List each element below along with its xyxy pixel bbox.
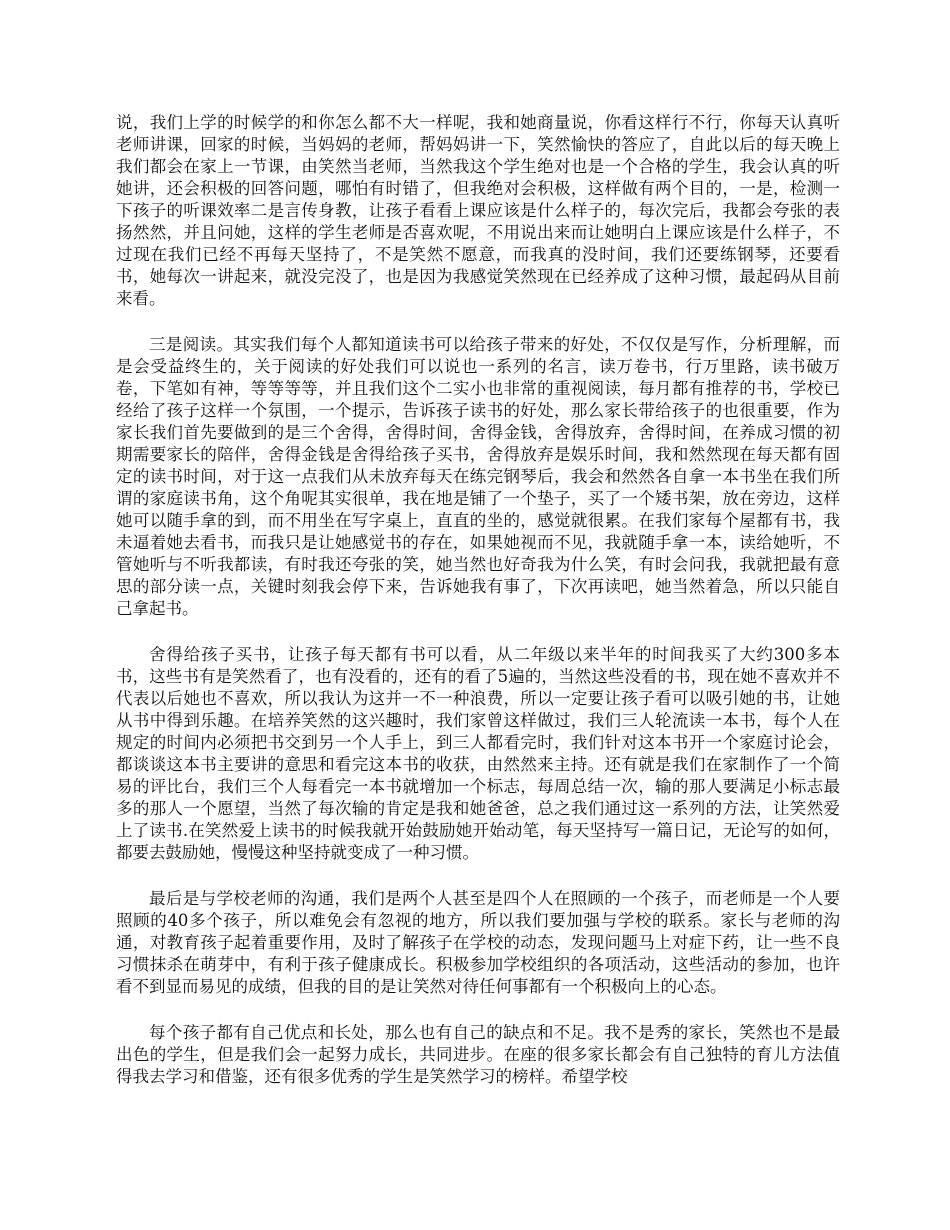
document-page bbox=[116, 112, 840, 1112]
paragraph-3: 舍得给孩子买书，让孩子每天都有书可以看，从二年级以来半年的时间我买了大约300多本书，这些书有是笑然看了，也有没看的，还有的看了5遍的，当然这些没看的书，现在她不喜欢并不代表以后她也不喜欢，所以我认为这并一不一种浪费，所以一定要让孩子看可以吸引她的书，让她从书中得到乐趣。在培养笑然的这兴趣时，我们家曾这样做过，我们三人轮流读一本书，每个人在规定的时间内必须把书交到另一个人手上，到三人都看完时，我们针对这本书开一个家庭讨论会，都谈谈这本书主要讲的意思和看完这本书的收获，由然然来主持。还有就是我们在家制作了一个简易的评比台，我们三个人每看完一本书就增加一个标志，每周总结一次，输的那人要满足小标志最多的那人一个愿望，当然了每次输的肯定是我和她爸爸，总之我们通过这一系列的方法，让笑然爱上了读书.在笑然爱上读书的时候我就开始鼓励她开始动笔，每天坚持写一篇日记，无论写的如何，都要去鼓励她，慢慢这种坚持就变成了一种习惯。 bbox=[116, 645, 840, 862]
paragraph-1: 说，我们上学的时候学的和你怎么都不大一样呢，我和她商量说，你看这样行不行，你每天认真听老师讲课，回家的时候，当妈妈的老师，帮妈妈讲一下，笑然愉快的答应了，自此以后的每天晚上我们都会在家上一节课，由笑然当老师，当然我这个学生绝对也是一个合格的学生，我会认真的听她讲，还会积极的回答问题，哪怕有时错了，但我绝对会积极，这样做有两个目的，一是，检测一下孩子的听课效率二是言传身教，让孩子看看上课应该是什么样子的，每次完后，我都会夸张的表扬然然，并且问她，这样的学生老师是否喜欢呢，不用说出来而让她明白上课应该是什么样子，不过现在我们已经不再每天坚持了，不是笑然不愿意，而我真的没时间，我们还要练钢琴，还要看书，她每次一讲起来，就没完没了，也是因为我感觉笑然现在已经养成了这种习惯，最起码从目前来看。 bbox=[116, 113, 840, 308]
paragraph-4: 最后是与学校老师的沟通，我们是两个人甚至是四个人在照顾的一个孩子，而老师是一个人要照顾的40多个孩子，所以难免会有忽视的地方，所以我们要加强与学校的联系。家长与老师的沟通，对教育孩子起着重要作用，及时了解孩子在学校的动态，发现问题马上对症下药，让一些不良习惯抹杀在萌芽中，有利于孩子健康成长。积极参加学校组织的各项活动，这些活动的参加，也许看不到显而易见的成绩，但我的目的是让笑然对待任何事都有一个积极向上的心态。 bbox=[116, 889, 840, 996]
paragraph-2: 三是阅读。其实我们每个人都知道读书可以给孩子带来的好处，不仅仅是写作，分析理解，而是会受益终生的，关于阅读的好处我们可以说也一系列的名言，读万卷书，行万里路，读书破万卷，下笔如有神，等等等等，并且我们这个二实小也非常的重视阅读，每月都有推荐的书，学校已经给了孩子这样一个氛围，一个提示，告诉孩子读书的好处，那么家长带给孩子的也很重要，作为家长我们首先要做到的是三个舍得，舍得时间，舍得金钱，舍得放弃，舍得时间，在养成习惯的初期需要家长的陪伴，舍得金钱是舍得给孩子买书，舍得放弃是娱乐时间，我和然然现在每天都有固定的读书时间，对于这一点我们从未放弃每天在练完钢琴后，我会和然然各自拿一本书坐在我们所谓的家庭读书角，这个角呢其实很单，我在地是铺了一个垫子，买了一个矮书架，放在旁边，这样她可以随手拿的到，而不用坐在写字桌上，直直的坐的，感觉就很累。在我们家每个屋都有书，我未逼着她去看书，而我只是让她感觉书的存在，如果她视而不见，我就随手拿一本，读给她听，不管她听与不听我都读，有时我还夸张的笑，她当然也好奇我为什么笑，有时会问我，我就把最有意思的部分读一点，关键时刻我会停下来，告诉她我有事了，下次再读吧，她当然着急，所以只能自己拿起书。 bbox=[116, 335, 840, 618]
paragraph-5: 每个孩子都有自己优点和长处，那么也有自己的缺点和不足。我不是秀的家长，笑然也不是最出色的学生，但是我们会一起努力成长，共同进步。在座的很多家长都会有自己独特的育儿方法值得我去学习和借鉴，还有很多优秀的学生是笑然学习的榜样。希望学校 bbox=[116, 1023, 840, 1086]
